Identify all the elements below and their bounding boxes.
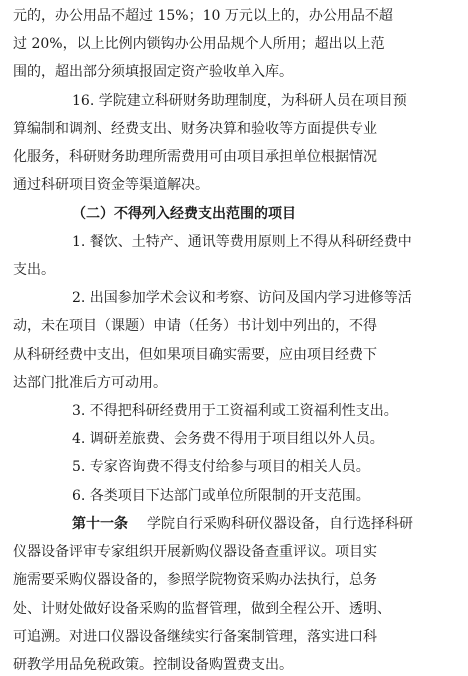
text-line <box>0 90 468 112</box>
section-heading-text: （二）不得列入经费支出范围的项目 <box>72 205 296 222</box>
text-line <box>0 569 468 591</box>
line-text: 仪器设备评审专家组织开展新购仪器设备查重评议。项目实 <box>13 544 377 561</box>
text-line <box>0 118 468 140</box>
line-text: 5. 专家咨询费不得支付给参与项目的相关人员。 <box>72 459 370 476</box>
line-text: 过 20%，以上比例内锁钩办公用品规个人所用；超出以上范 <box>13 36 385 53</box>
line-text: 处、计财处做好设备采购的监督管理，做到全程公开、透明、 <box>13 600 391 617</box>
line-text: 1. 餐饮、土特产、通讯等费用原则上不得从科研经费中 <box>72 233 412 250</box>
line-text: 研教学用品免税政策。控制设备购置费支出。 <box>13 657 293 673</box>
line-text: 2. 出国参加学术会议和考察、访问及国内学习进修等活 <box>72 290 412 307</box>
line-text: 16. 学院建立科研财务助理制度，为科研人员在项目预 <box>72 92 407 109</box>
line-text: 6. 各类项目下达部门或单位所限制的开支范围。 <box>72 487 370 504</box>
line-text: 动，未在项目（课题）申请（任务）书计划中列出的，不得 <box>13 318 377 335</box>
text-line <box>0 654 468 676</box>
text-line <box>0 259 468 281</box>
text-line <box>0 400 468 422</box>
text-line <box>0 174 468 196</box>
section-heading <box>0 203 468 225</box>
article-label: 第十一条 <box>72 515 128 532</box>
text-line <box>0 344 468 366</box>
line-text: 支出。 <box>13 261 55 278</box>
text-line <box>0 61 468 83</box>
text-line <box>0 372 468 394</box>
line-text: 元的，办公用品不超过 15%；10 万元以上的，办公用品不超 <box>13 8 393 24</box>
text-line <box>0 146 468 168</box>
text-line <box>0 231 468 253</box>
text-line <box>0 513 468 535</box>
line-text: 通过科研项目资金等渠道解决。 <box>13 177 209 194</box>
line-text: 化服务，科研财务助理所需费用可由项目承担单位根据情况 <box>13 149 377 166</box>
line-text: 施需要采购仪器设备的，参照学院物资采购办法执行，总务 <box>13 572 377 589</box>
text-line <box>0 315 468 337</box>
line-text: 3. 不得把科研经费用于工资福利或工资福利性支出。 <box>72 403 398 420</box>
line-text: 从科研经费中支出，但如果项目确实需要，应由项目经费下 <box>13 346 377 363</box>
line-text: 学院自行采购科研仪器设备，自行选择科研 <box>147 515 413 532</box>
text-line <box>0 5 468 27</box>
text-line <box>0 485 468 507</box>
line-text: 4. 调研差旅费、会务费不得用于项目组以外人员。 <box>72 431 384 448</box>
line-text: 算编制和调剂、经费支出、财务决算和验收等方面提供专业 <box>13 120 377 137</box>
text-line <box>0 541 468 563</box>
text-line <box>0 428 468 450</box>
text-line <box>0 598 468 620</box>
line-text: 可追溯。对进口仪器设备继续实行备案制管理，落实进口科 <box>13 628 377 645</box>
line-text: 达部门批准后方可动用。 <box>13 374 167 391</box>
text-line <box>0 456 468 478</box>
text-line <box>0 287 468 309</box>
line-text: 围的，超出部分须填报固定资产验收单入库。 <box>13 64 293 81</box>
text-line <box>0 626 468 648</box>
text-line <box>0 33 468 55</box>
